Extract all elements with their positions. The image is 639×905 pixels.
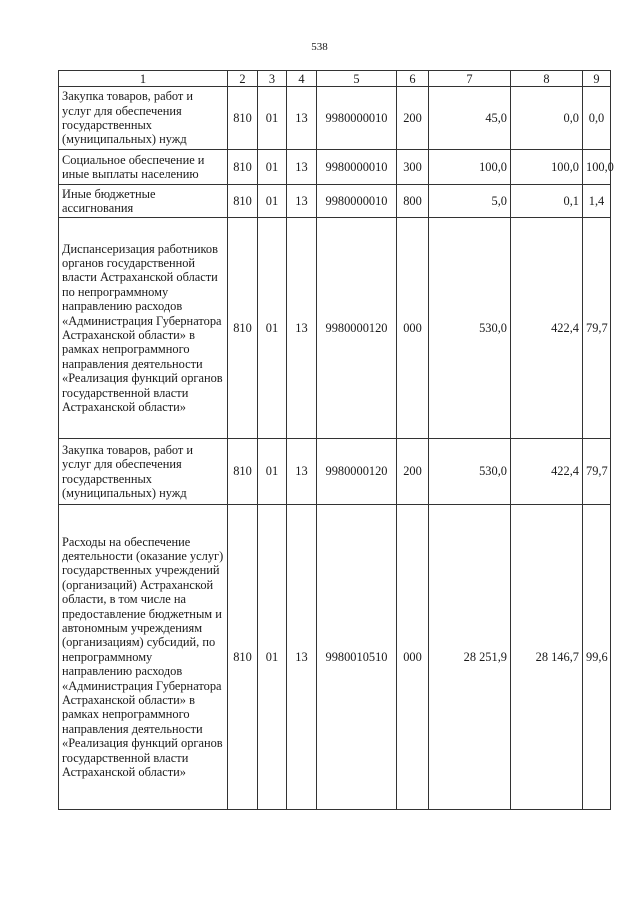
expense-type-code: 300 bbox=[397, 150, 429, 185]
column-header-8: 8 bbox=[511, 71, 583, 87]
planned-amount: 45,0 bbox=[429, 87, 511, 150]
column-header-9: 9 bbox=[583, 71, 611, 87]
target-article-code: 9980000010 bbox=[317, 87, 397, 150]
table-row bbox=[59, 439, 611, 505]
execution-percent: 1,4 bbox=[583, 185, 611, 218]
table-row bbox=[59, 87, 611, 150]
column-header-3: 3 bbox=[258, 71, 287, 87]
row-name: Социальное обеспечение и иные выплаты населению bbox=[59, 150, 228, 185]
executed-amount: 422,4 bbox=[511, 439, 583, 505]
table-row bbox=[59, 150, 611, 185]
table-row bbox=[59, 218, 611, 439]
header-row bbox=[59, 71, 611, 87]
column-header-5: 5 bbox=[317, 71, 397, 87]
planned-amount: 530,0 bbox=[429, 218, 511, 439]
row-name: Закупка товаров, работ и услуг для обеспечения государственных (муниципальных) нужд bbox=[59, 439, 228, 505]
section-code: 01 bbox=[258, 150, 287, 185]
admin-code: 810 bbox=[228, 218, 258, 439]
section-code: 01 bbox=[258, 439, 287, 505]
admin-code: 810 bbox=[228, 185, 258, 218]
budget-table bbox=[58, 70, 614, 810]
execution-percent: 99,6 bbox=[583, 505, 611, 810]
row-name: Иные бюджетные ассигнования bbox=[59, 185, 228, 218]
column-header-6: 6 bbox=[397, 71, 429, 87]
expense-type-code: 000 bbox=[397, 218, 429, 439]
target-article-code: 9980000120 bbox=[317, 439, 397, 505]
subsection-code: 13 bbox=[287, 439, 317, 505]
execution-percent: 100,0 bbox=[583, 150, 611, 185]
planned-amount: 5,0 bbox=[429, 185, 511, 218]
planned-amount: 28 251,9 bbox=[429, 505, 511, 810]
admin-code: 810 bbox=[228, 439, 258, 505]
subsection-code: 13 bbox=[287, 87, 317, 150]
column-header-4: 4 bbox=[287, 71, 317, 87]
executed-amount: 28 146,7 bbox=[511, 505, 583, 810]
section-code: 01 bbox=[258, 87, 287, 150]
section-code: 01 bbox=[258, 185, 287, 218]
admin-code: 810 bbox=[228, 87, 258, 150]
execution-percent: 0,0 bbox=[583, 87, 611, 150]
table-row bbox=[59, 505, 611, 810]
expense-type-code: 800 bbox=[397, 185, 429, 218]
subsection-code: 13 bbox=[287, 505, 317, 810]
executed-amount: 0,1 bbox=[511, 185, 583, 218]
row-name: Закупка товаров, работ и услуг для обеспечения государственных (муниципальных) нужд bbox=[59, 87, 228, 150]
expense-type-code: 200 bbox=[397, 439, 429, 505]
admin-code: 810 bbox=[228, 505, 258, 810]
execution-percent: 79,7 bbox=[583, 439, 611, 505]
admin-code: 810 bbox=[228, 150, 258, 185]
section-code: 01 bbox=[258, 505, 287, 810]
section-code: 01 bbox=[258, 218, 287, 439]
executed-amount: 0,0 bbox=[511, 87, 583, 150]
column-header-7: 7 bbox=[429, 71, 511, 87]
target-article-code: 9980000010 bbox=[317, 185, 397, 218]
planned-amount: 530,0 bbox=[429, 439, 511, 505]
subsection-code: 13 bbox=[287, 185, 317, 218]
expense-type-code: 200 bbox=[397, 87, 429, 150]
executed-amount: 422,4 bbox=[511, 218, 583, 439]
subsection-code: 13 bbox=[287, 218, 317, 439]
column-header-1: 1 bbox=[59, 71, 228, 87]
table-row bbox=[59, 185, 611, 218]
execution-percent: 79,7 bbox=[583, 218, 611, 439]
executed-amount: 100,0 bbox=[511, 150, 583, 185]
page-number: 538 bbox=[311, 41, 328, 53]
column-header-2: 2 bbox=[228, 71, 258, 87]
subsection-code: 13 bbox=[287, 150, 317, 185]
row-name: Диспансеризация работников органов государственной власти Астраханской области по непрограммному направлению расходов «Администрация Губернатора Астраханской области» в рамках непрограммного направления деятельности «Реализация функций органов государственной власти Астраханской области» bbox=[59, 218, 228, 439]
target-article-code: 9980010510 bbox=[317, 505, 397, 810]
row-name: Расходы на обеспечение деятельности (оказание услуг) государственных учреждений (организаций) Астраханской области, в том числе на предоставление бюджетным и автономным учреждениям (организациям) субсидий, по непрограммному направлению расходов «Администрация Губернатора Астраханской области» в рамках непрограммного направления деятельности «Реализация функций органов государственной власти Астраханской области» bbox=[59, 505, 228, 810]
target-article-code: 9980000010 bbox=[317, 150, 397, 185]
planned-amount: 100,0 bbox=[429, 150, 511, 185]
expense-type-code: 000 bbox=[397, 505, 429, 810]
target-article-code: 9980000120 bbox=[317, 218, 397, 439]
